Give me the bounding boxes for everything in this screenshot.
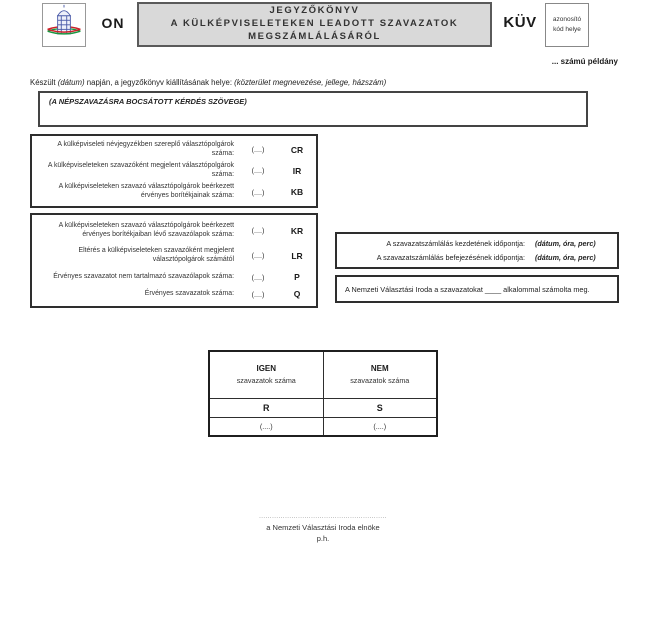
count-value: (....) (251, 166, 265, 176)
count-value: (....) (251, 272, 265, 282)
count-label: A külképviseleteken szavazó választópolgárok beérkezett érvényes borítékjainak száma: (58, 183, 234, 200)
counting-start-value: (dátum, óra, perc) (535, 238, 596, 248)
election-office-logo (42, 3, 86, 47)
yes-code-cell: R (209, 398, 323, 417)
count-value: (....) (251, 251, 265, 261)
count-label: Érvényes szavazatot nem tartalmazó szavazólapok száma: (53, 272, 234, 280)
identifier-code-box (545, 3, 589, 47)
count-label: A külképviseleteken szavazóként megjelent választópolgárok száma: (47, 162, 234, 178)
yes-subtitle: szavazatok száma (236, 376, 296, 386)
yes-title: IGEN (256, 364, 277, 374)
stamp-placeholder: p.h. (316, 534, 330, 544)
count-occurrences-box (335, 275, 619, 303)
count-code: LR (291, 250, 303, 261)
count-value: (....) (251, 187, 265, 197)
count-label: Eltérés a külképviseleteken szavazóként megjelent választópolgárok számától (78, 246, 234, 263)
yes-header-cell (209, 351, 323, 398)
yes-no-results-table (208, 350, 438, 437)
voter-counts-box (30, 134, 318, 208)
count-value: (....) (251, 289, 265, 299)
title-line-3: MEGSZÁMLÁLÁSÁRÓL (248, 30, 381, 42)
signature-block (173, 514, 473, 543)
address-placeholder: (közterület megnevezése, jellege, házszám) (234, 78, 387, 87)
results-code-row (209, 398, 437, 417)
issuance-text-pre: Készült (30, 78, 58, 87)
parliament-logo-icon (44, 3, 84, 48)
count-row-p (32, 272, 316, 282)
no-title: NEM (370, 364, 389, 374)
issuance-line (30, 78, 590, 87)
counting-end-row (337, 253, 617, 262)
no-header-cell (323, 351, 437, 398)
issuance-text-mid: napján, a jegyzőkönyv kiállításának helye: (84, 78, 235, 87)
yes-value-cell: (....) (209, 417, 323, 436)
date-placeholder: (dátum) (57, 78, 85, 87)
copy-number: ... számú példány (551, 57, 618, 66)
count-label: Érvényes szavazatok száma: (144, 289, 234, 297)
no-code-cell: S (323, 398, 437, 417)
count-code: KR (290, 225, 304, 236)
count-row-kb (32, 183, 316, 201)
count-label: A külképviseleti névjegyzékben szereplő választópolgárok száma: (57, 140, 234, 157)
counting-end-label: A szavazatszámlálás befejezésének időpontja: (376, 253, 525, 263)
count-occurrences-text: A Nemzeti Választási Iroda a szavazatokat ____ alkalommal számolta meg. (345, 284, 590, 294)
count-code: P (294, 272, 300, 283)
count-row-q (32, 289, 316, 299)
results-value-row (209, 417, 437, 436)
results-header-row (209, 351, 437, 398)
counting-start-label: A szavazatszámlálás kezdetének időpontja: (386, 238, 525, 248)
no-value-cell: (....) (323, 417, 437, 436)
count-code: CR (290, 144, 304, 155)
count-value: (....) (251, 145, 265, 155)
count-code: KB (290, 187, 304, 198)
count-value: (....) (251, 226, 265, 236)
ballot-counts-box (30, 213, 318, 308)
counting-start-row (337, 239, 617, 248)
form-code-on: ON (101, 15, 125, 31)
signature-line: ........................................................... (259, 514, 387, 520)
count-label: A külképviseleteken szavazó választópolgárok beérkezett érvényes borítékjaiban lévő szavazólapok száma: (58, 221, 234, 238)
signatory-title: a Nemzeti Választási Iroda elnöke (266, 523, 380, 533)
count-row-kr (32, 222, 316, 240)
count-row-lr (32, 247, 316, 265)
count-row-ir (32, 162, 316, 180)
count-code: Q (293, 289, 301, 300)
count-row-cr (32, 141, 316, 159)
identifier-code-label-2: kód helye (553, 26, 581, 33)
referendum-question-placeholder: (A NÉPSZAVAZÁSRA BOCSÁTOTT KÉRDÉS SZÖVEGE) (49, 97, 247, 106)
form-code-kuv: KÜV (503, 14, 537, 31)
document-title-box (137, 2, 492, 47)
counting-end-value: (dátum, óra, perc) (535, 253, 596, 263)
no-subtitle: szavazatok száma (350, 376, 410, 386)
title-line-1: JEGYZŐKÖNYV (269, 5, 360, 17)
title-line-2: A KÜLKÉPVISELETEKEN LEADOTT SZAVAZATOK (170, 18, 459, 30)
count-code: IR (292, 165, 302, 176)
referendum-question-box (38, 91, 588, 127)
counting-time-box (335, 232, 619, 269)
identifier-code-label-1: azonosító (552, 16, 582, 24)
